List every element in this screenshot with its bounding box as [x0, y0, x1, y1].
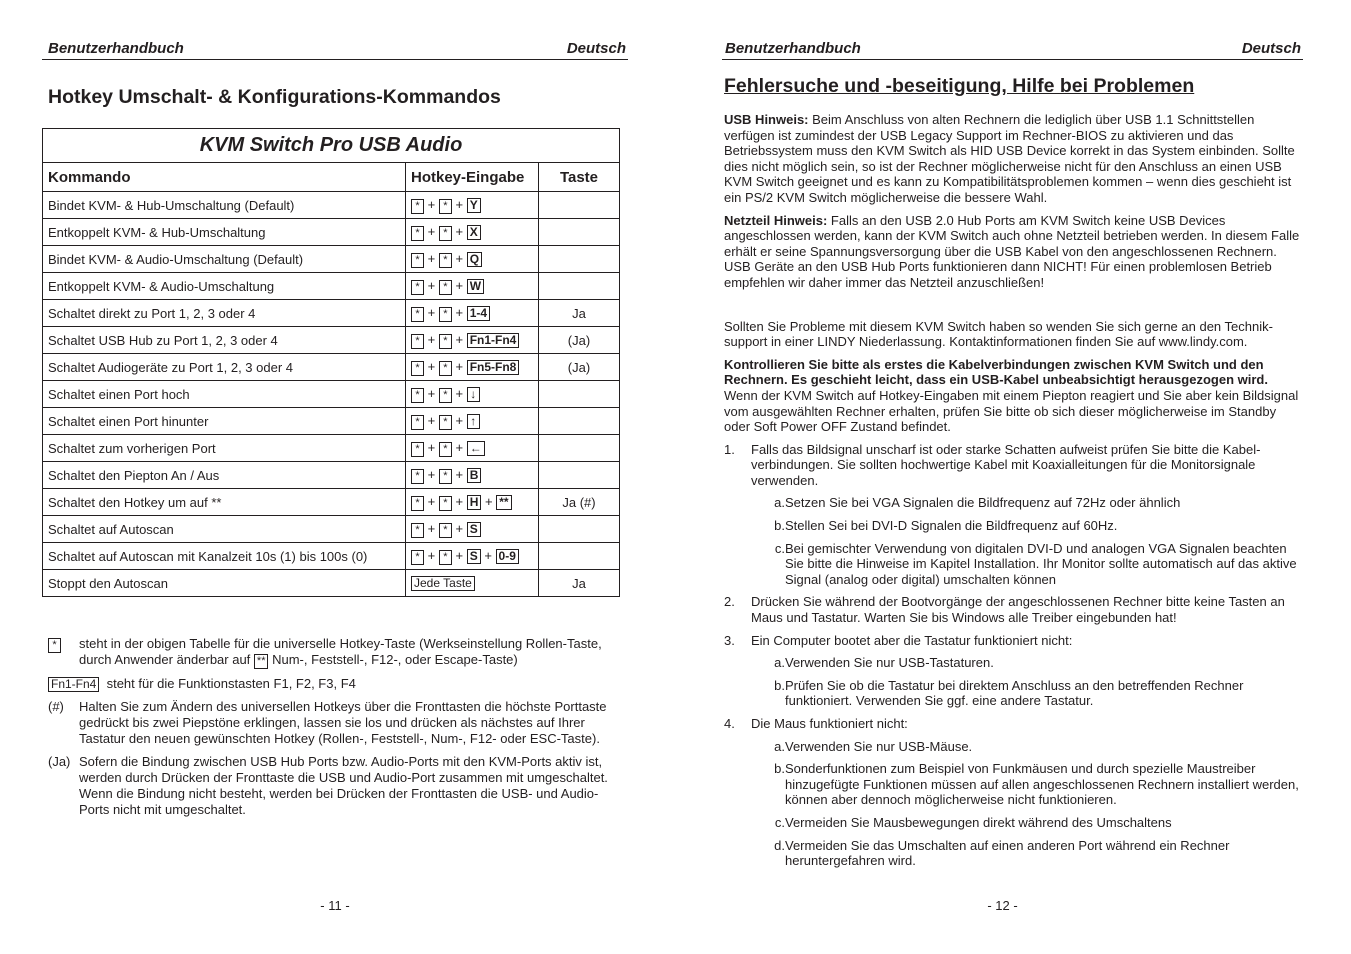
hotkey-key: * [411, 307, 424, 322]
plus-sign: + [484, 493, 493, 509]
plus-sign: + [484, 547, 492, 563]
troubleshooting-list [724, 442, 1303, 869]
plus-sign: + [455, 466, 464, 482]
command-cell: Entkoppelt KVM- & Audio-Umschaltung [43, 273, 406, 300]
hotkey-key: * [439, 280, 452, 295]
note-text: steht in der obigen Tabelle für die universelle Hotkey-Taste (Werkseinstellung Rollen-Taste, durch Anwender änderbar auf [79, 636, 602, 667]
hotkey-key: * [411, 523, 424, 538]
plus-sign: + [427, 304, 436, 320]
plus-sign: + [455, 412, 464, 428]
page-title: Hotkey Umschalt- & Konfigurations-Kommandos [48, 86, 501, 108]
sub-item-letter: a. [774, 655, 785, 671]
hotkey-cell [406, 354, 539, 381]
support-text: Sollten Sie Probleme mit diesem KVM Switch haben so wenden Sie sich gerne an den Technik-support in einer LINDY Niederlassung. Kontaktinformationen finden Sie auf www.lindy.com. [724, 318, 1273, 350]
table-row [43, 219, 620, 246]
left-page [42, 0, 628, 954]
table-row [43, 273, 620, 300]
hotkey-key: W [467, 279, 484, 294]
taste-cell [539, 408, 620, 435]
column-header-kommando: Kommando [43, 163, 406, 192]
table-row [43, 462, 620, 489]
plus-sign: + [427, 412, 436, 428]
hotkey-key: * [439, 523, 452, 538]
hotkey-cell [406, 462, 539, 489]
table-row [43, 489, 620, 516]
table-body [43, 192, 620, 597]
table-row [43, 543, 620, 570]
plus-sign: + [427, 439, 436, 455]
list-item [724, 442, 1303, 588]
hotkey-key: * [411, 415, 424, 430]
item-number: 2. [724, 594, 735, 610]
command-cell: Schaltet den Piepton An / Aus [43, 462, 406, 489]
taste-cell: Ja (#) [539, 489, 620, 516]
plus-sign: + [427, 493, 436, 509]
sub-item-letter: b. [774, 518, 785, 534]
note-text: Num-, Feststell-, F12-, oder Escape-Taste) [272, 652, 518, 667]
hotkey-key: ↓ [467, 387, 480, 402]
hotkey-key: Y [467, 198, 481, 213]
sub-item [751, 518, 1303, 534]
plus-sign: + [455, 547, 464, 563]
table-row [43, 246, 620, 273]
hotkey-key: * [439, 415, 452, 430]
page-header [722, 40, 1303, 60]
bold-instruction: Kontrollieren Sie bitte als erstes die Kabelverbindungen zwischen KVM Switch und den Rechnern. Es geschieht leicht, dass ein USB-Kabel unbeabsichtigt herausgezogen wird. [724, 356, 1268, 388]
taste-cell: Ja [539, 570, 620, 597]
page-number: - 11 - [320, 898, 350, 913]
table-row [43, 516, 620, 543]
sub-item [751, 739, 1303, 755]
page-title: Fehlersuche und -beseitigung, Hilfe bei Problemen [724, 75, 1195, 97]
hotkey-cell [406, 543, 539, 570]
command-cell: Schaltet einen Port hinunter [43, 408, 406, 435]
sub-item-text: Stellen Sei bei DVI-D Signalen die Bildfrequenz auf 60Hz. [785, 518, 1118, 534]
note-marker: (#) [48, 699, 64, 714]
hotkey-key: * [411, 388, 424, 403]
item-text: Drücken Sie während der Bootvorgänge der angeschlossenen Rechner bitte keine Tasten an Maus und Tastatur. Warten Sie bis Windows alle Treiber eingebunden hat! [751, 594, 1285, 626]
taste-cell [539, 381, 620, 408]
plus-sign: + [427, 466, 436, 482]
page-header [42, 40, 628, 60]
item-text: Die Maus funktioniert nicht: [751, 716, 908, 731]
note-text: Halten Sie zum Ändern des universellen Hotkeys über die Fronttasten die höchste Porttaste gedrückt bis zwei Piepstöne erklingen, lassen sie los und drücken als nächstes auf Ihrer Tastatur den neuen gewünschten Hotkey (Rollen-, Feststell-, Num-, F12- oder ESC-Taste). [79, 699, 607, 746]
taste-cell [539, 219, 620, 246]
hotkey-key: 1-4 [467, 306, 490, 321]
hotkey-key: * [439, 253, 452, 268]
hotkey-key: Fn1-Fn4 [48, 677, 99, 692]
sub-item-text: Setzen Sie bei VGA Signalen die Bildfrequenz auf 72Hz oder ähnlich [785, 495, 1181, 511]
hotkey-key: * [411, 199, 424, 214]
sub-item-text: Verwenden Sie nur USB-Mäuse. [785, 738, 973, 754]
hotkey-key: Fn5-Fn8 [467, 360, 520, 375]
table-title: KVM Switch Pro USB Audio [43, 129, 620, 163]
command-cell: Entkoppelt KVM- & Hub-Umschaltung [43, 219, 406, 246]
hotkey-key: ** [496, 495, 511, 510]
plus-sign: + [455, 385, 464, 401]
sub-item-text: Vermeiden Sie Mausbewegungen direkt während des Umschaltens [785, 814, 1172, 830]
plus-sign: + [427, 520, 436, 536]
command-cell: Bindet KVM- & Hub-Umschaltung (Default) [43, 192, 406, 219]
hotkey-cell [406, 408, 539, 435]
item-number: 4. [724, 716, 735, 731]
hotkey-key: * [439, 361, 452, 376]
item-text: Falls das Bildsignal unscharf ist oder starke Schatten aufweist prüfen Sie bitte die Kabel-verbindungen. Sie sollten hochwertige Kabel mit Koaxialleitungen für die Monitorsignale verwenden. [751, 441, 1261, 488]
note-text: steht für die Funktionstasten F1, F2, F3, F4 [106, 676, 356, 691]
hotkey-key: * [411, 253, 424, 268]
plus-sign: + [455, 520, 464, 536]
hotkey-cell [406, 246, 539, 273]
hotkey-key: * [439, 496, 452, 511]
plus-sign: + [455, 331, 464, 347]
plus-sign: + [455, 493, 464, 509]
hotkey-key: * [411, 226, 424, 241]
plus-sign: + [455, 277, 464, 293]
standby-text: Wenn der KVM Switch auf Hotkey-Eingaben mit einem Piepton reagiert und Sie aber kein Bildsignal vom ausgewählten Rechner erhalten, prüfen Sie bitte ob sich dieser möglicherweise im Standby oder Soft Power OFF Zustand befindet. [724, 387, 1299, 435]
sub-item [751, 838, 1303, 869]
right-page [722, 0, 1303, 954]
hotkey-key: Jede Taste [411, 576, 475, 591]
item-number: 1. [724, 441, 735, 457]
sub-item-text: Vermeiden Sie das Umschalten auf einen anderen Port während ein Rechner heruntergefahren wird. [785, 837, 1230, 869]
hotkey-cell [406, 435, 539, 462]
plus-sign: + [455, 358, 464, 374]
command-cell: Bindet KVM- & Audio-Umschaltung (Default) [43, 246, 406, 273]
hotkey-key: * [411, 442, 424, 457]
sub-item [751, 761, 1303, 808]
hotkey-key: * [439, 334, 452, 349]
command-cell: Schaltet direkt zu Port 1, 2, 3 oder 4 [43, 300, 406, 327]
sub-item [751, 678, 1303, 709]
table-notes [48, 636, 622, 825]
plus-sign: + [427, 223, 436, 239]
hotkey-key: * [439, 550, 452, 565]
sub-item-text: Prüfen Sie ob die Tastatur bei direktem Anschluss an den betreffenden Rechner funktioniert. Verwenden Sie ggf. eine andere Tastatur. [785, 677, 1244, 709]
usb-note [724, 112, 1303, 206]
psu-note-label: Netzteil Hinweis: [724, 212, 828, 228]
hotkey-key: * [411, 334, 424, 349]
table-row [43, 300, 620, 327]
taste-cell: (Ja) [539, 354, 620, 381]
hotkey-cell [406, 327, 539, 354]
hotkey-key: * [411, 361, 424, 376]
list-item [724, 633, 1303, 709]
plus-sign: + [427, 196, 436, 212]
hotkey-key: * [439, 442, 452, 457]
command-cell: Schaltet auf Autoscan [43, 516, 406, 543]
sub-item-letter: a. [774, 738, 785, 754]
hotkey-key: ** [254, 654, 269, 669]
taste-cell: (Ja) [539, 327, 620, 354]
sub-item [751, 541, 1303, 588]
command-cell: Schaltet Audiogeräte zu Port 1, 2, 3 oder 4 [43, 354, 406, 381]
sub-item-letter: a. [774, 495, 785, 511]
hotkey-key: Fn1-Fn4 [467, 333, 520, 348]
plus-sign: + [455, 196, 464, 212]
plus-sign: + [427, 250, 436, 266]
usb-note-label: USB Hinweis: [724, 112, 809, 127]
hotkey-key: ↑ [467, 414, 480, 429]
note-marker: (Ja) [48, 754, 71, 769]
sub-item-text: Verwenden Sie nur USB-Tastaturen. [785, 655, 994, 671]
table-row [43, 408, 620, 435]
plus-sign: + [427, 358, 436, 374]
column-header-taste: Taste [539, 163, 620, 192]
page-number: - 12 - [987, 898, 1018, 913]
note-ja [48, 754, 622, 818]
taste-cell [539, 516, 620, 543]
header-language: Deutsch [566, 40, 626, 57]
table-row [43, 570, 620, 597]
taste-cell [539, 246, 620, 273]
sub-item-letter: b. [774, 677, 785, 693]
list-item [724, 594, 1303, 625]
plus-sign: + [427, 547, 436, 563]
hotkey-key: * [439, 199, 452, 214]
hotkey-key: * [411, 469, 424, 484]
hotkey-cell [406, 516, 539, 543]
item-number: 3. [724, 632, 735, 648]
hotkey-key: * [411, 280, 424, 295]
list-item [724, 716, 1303, 869]
table-row [43, 354, 620, 381]
hotkey-cell [406, 381, 539, 408]
sub-item [751, 495, 1303, 511]
header-language: Deutsch [1241, 40, 1301, 57]
note-hash [48, 699, 622, 747]
command-cell: Schaltet auf Autoscan mit Kanalzeit 10s (1) bis 100s (0) [43, 543, 406, 570]
taste-cell [539, 192, 620, 219]
usb-note-text: Beim Anschluss von alten Rechnern die lediglich über USB 1.1 Schnittstellen verfügen ist zumindest der USB Legacy Support im Rechner-BIOS zu aktivieren und das Betriebssystem muss den KVM Switch als HID USB Device korrekt in das System einbinden. Sollte dies nicht möglich sein, so ist der Rechner möglicherweise nicht für den Anschluss an einen USB KVM Switch geeignet und es kann zu Kompatibilitätsproblemen kommen – wenn dies geschieht ist ein PS/2 KVM Switch möglicherweise die bessere Wahl. [724, 112, 1295, 205]
hotkey-key: ← [467, 441, 485, 456]
hotkey-cell [406, 192, 539, 219]
sub-item [751, 815, 1303, 831]
header-title: Benutzerhandbuch [48, 40, 184, 57]
table-row [43, 327, 620, 354]
hotkey-key: * [411, 550, 424, 565]
table-row [43, 435, 620, 462]
hotkey-cell [406, 219, 539, 246]
hotkey-table [42, 128, 620, 597]
hotkey-key: * [48, 638, 61, 653]
plus-sign: + [427, 331, 436, 347]
sub-item-letter: b. [774, 761, 785, 777]
command-cell: Schaltet den Hotkey um auf ** [43, 489, 406, 516]
hotkey-key: B [467, 468, 482, 483]
header-title: Benutzerhandbuch [725, 40, 861, 57]
command-cell: Schaltet USB Hub zu Port 1, 2, 3 oder 4 [43, 327, 406, 354]
hotkey-key: X [467, 225, 481, 240]
hotkey-key: 0-9 [496, 549, 519, 564]
note-star [48, 636, 622, 669]
taste-cell [539, 462, 620, 489]
plus-sign: + [455, 304, 464, 320]
psu-note [724, 213, 1303, 291]
hotkey-key: * [439, 307, 452, 322]
plus-sign: + [455, 439, 464, 455]
column-header-hotkey: Hotkey-Eingabe [406, 163, 539, 192]
taste-cell [539, 543, 620, 570]
table-row [43, 192, 620, 219]
sub-item-letter: c. [774, 814, 785, 830]
table-row [43, 381, 620, 408]
plus-sign: + [427, 277, 436, 293]
hotkey-key: S [467, 549, 481, 564]
hotkey-key: * [439, 469, 452, 484]
sub-item-text: Sonderfunktionen zum Beispiel von Funkmäusen und durch spezielle Maustreiber hinzugefügte Funktionen müssen auf allen angeschlossenen Rechnern installiert werden, können aber dennoch möglicherweise nicht funktionieren. [785, 761, 1299, 808]
hotkey-cell [406, 489, 539, 516]
sub-item-letter: d. [774, 837, 785, 853]
note-fn [48, 676, 622, 692]
hotkey-key: Q [467, 252, 482, 267]
plus-sign: + [455, 250, 464, 266]
hotkey-key: * [439, 226, 452, 241]
hotkey-key: S [467, 522, 481, 537]
hotkey-key: * [439, 388, 452, 403]
hotkey-key: H [467, 495, 482, 510]
taste-cell [539, 273, 620, 300]
hotkey-cell [406, 273, 539, 300]
command-cell: Schaltet einen Port hoch [43, 381, 406, 408]
taste-cell: Ja [539, 300, 620, 327]
hotkey-key: * [411, 496, 424, 511]
taste-cell [539, 435, 620, 462]
note-text: Sofern die Bindung zwischen USB Hub Ports bzw. Audio-Ports mit den KVM-Ports aktiv ist, werden durch Drücken der Fronttaste die USB und Audio-Port zusammen mit umgeschaltet. Wenn die Bindung nicht besteht, werden bei Drücken der Fronttasten die USB- und Audio-Ports nicht mit umgeschaltet. [79, 754, 608, 817]
troubleshooting-text [724, 112, 1303, 876]
plus-sign: + [427, 385, 436, 401]
plus-sign: + [455, 223, 464, 239]
command-cell: Schaltet zum vorherigen Port [43, 435, 406, 462]
hotkey-cell [406, 570, 539, 597]
hotkey-cell [406, 300, 539, 327]
psu-note-text: Falls an den USB 2.0 Hub Ports am KVM Switch keine USB Devices angeschlossen werden, kann der KVM Switch auch ohne Netzteil betrieben werden. In diesem Falle erhält er seine Spannungsversorgung über die USB Kabel von den angeschlossenen Rechnern. USB Geräte an den USB Hub Ports funktionieren dann NICHT! Für einen problemlosen Betrieb empfehlen wir daher immer das Netzteil anzuschließen! [724, 212, 1300, 290]
sub-item [751, 655, 1303, 671]
item-text: Ein Computer bootet aber die Tastatur funktioniert nicht: [751, 632, 1073, 648]
sub-item-letter: c. [774, 540, 785, 556]
command-cell: Stoppt den Autoscan [43, 570, 406, 597]
sub-item-text: Bei gemischter Verwendung von digitalen DVI-D und analogen VGA Signalen beachten Sie bitte die Hinweise im Kapitel Installation. Ihr Monitor sollte automatisch auf das aktive Signal (analog oder digital) umschalten können [785, 540, 1297, 587]
